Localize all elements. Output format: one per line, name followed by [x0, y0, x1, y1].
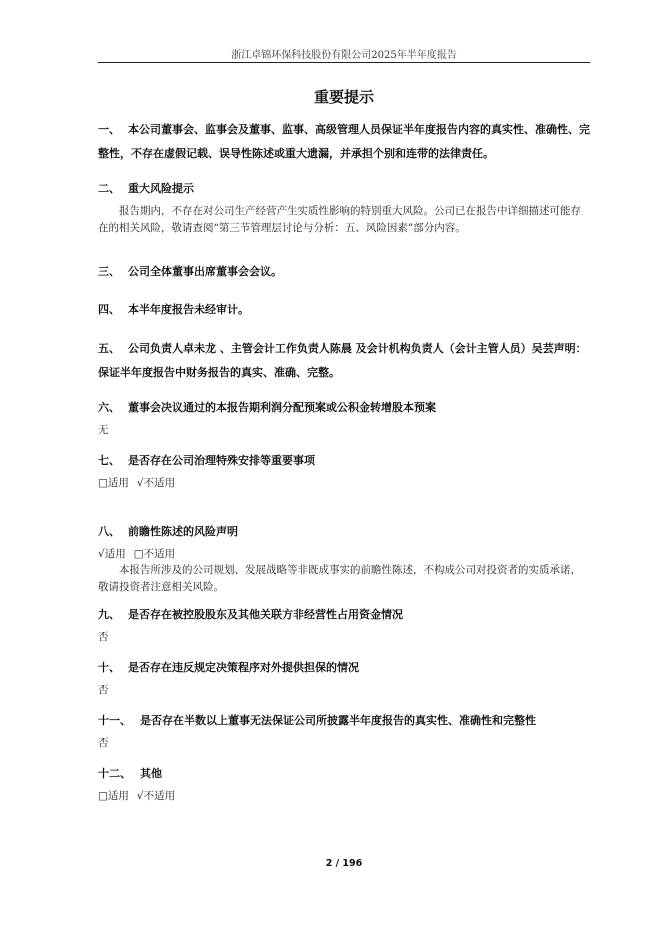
section-2-heading [98, 178, 591, 200]
section-8-number: 八、 [98, 525, 120, 538]
section-6-heading [98, 397, 591, 419]
section-5-text: 公司负责人卓未龙 、主管会计工作负责人陈晨 及会计机构负责人（会计主管人员）吴芸声明：保证半年度报告中财务报告的真实、准确、完整。 [98, 342, 587, 379]
section-7-options [98, 475, 591, 492]
section-6-text: 董事会决议通过的本报告期利润分配预案或公积金转增股本预案 [128, 401, 436, 414]
section-4-number: 四、 [98, 303, 120, 316]
section-4-text: 本半年度报告未经审计。 [128, 303, 249, 316]
header-rule [98, 62, 590, 63]
section-9-number: 九、 [98, 608, 120, 621]
section-7-number: 七、 [98, 454, 120, 467]
section-12-heading [98, 763, 591, 785]
section-9-heading [98, 604, 591, 626]
page-title: 重要提示 [313, 88, 374, 106]
section-5-number: 五、 [98, 342, 120, 355]
section-3-number: 三、 [98, 265, 120, 278]
section-6-number: 六、 [98, 401, 120, 414]
section-8-not-applicable-option: □不适用 [133, 548, 176, 560]
section-9-answer: 否 [98, 631, 109, 643]
section-3-text: 公司全体董事出席董事会会议。 [128, 265, 282, 278]
section-9-text: 是否存在被控股股东及其他关联方非经营性占用资金情况 [128, 608, 403, 621]
section-2-body: 报告期内，不存在对公司生产经营产生实质性影响的特别重大风险。公司已在报告中详细描述可能存在的相关风险，敬请查阅“第三节管理层讨论与分析：五、风险因素”部分内容。 [98, 205, 581, 234]
section-1-text: 本公司董事会、监事会及董事、监事、高级管理人员保证半年度报告内容的真实性、准确性、完整性，不存在虚假记载、误导性陈述或重大遗漏，并承担个别和连带的法律责任。 [98, 123, 590, 160]
section-3 [98, 261, 591, 283]
page-header: 浙江卓锦环保科技股份有限公司2025年半年度报告 [231, 50, 457, 61]
section-8-options [98, 546, 591, 563]
section-11-text: 是否存在半数以上董事无法保证公司所披露半年度报告的真实性、准确性和完整性 [140, 714, 536, 727]
section-12-text: 其他 [140, 767, 162, 780]
section-11-number: 十一、 [98, 714, 131, 727]
section-12-not-applicable-option: √不适用 [136, 790, 176, 802]
section-10-heading [98, 657, 591, 679]
section-7-text: 是否存在公司治理特殊安排等重要事项 [128, 454, 315, 467]
section-2-number: 二、 [98, 182, 120, 195]
section-12-options [98, 788, 591, 805]
section-7-heading [98, 450, 591, 472]
section-11-heading [98, 710, 591, 732]
section-8-applicable-option: √适用 [98, 548, 126, 560]
section-1 [98, 118, 591, 166]
section-12-applicable-option: □适用 [98, 790, 129, 802]
section-10-answer: 否 [98, 684, 109, 696]
section-10-text: 是否存在违反规定决策程序对外提供担保的情况 [128, 661, 359, 674]
page-number: 2 / 196 [325, 858, 363, 869]
section-8-body: 本报告所涉及的公司规划、发展战略等非既成事实的前瞻性陈述，不构成公司对投资者的实质承诺，敬请投资者注意相关风险。 [98, 564, 581, 593]
section-8-text: 前瞻性陈述的风险声明 [128, 525, 238, 538]
section-6-answer: 无 [98, 424, 109, 436]
section-12-number: 十二、 [98, 767, 131, 780]
section-8-heading [98, 521, 591, 543]
section-7-applicable-option: □适用 [98, 477, 129, 489]
section-11-answer: 否 [98, 737, 109, 749]
section-7-not-applicable-option: √不适用 [136, 477, 176, 489]
section-1-number: 一、 [98, 123, 120, 136]
section-5 [98, 337, 591, 385]
section-10-number: 十、 [98, 661, 120, 674]
section-4 [98, 299, 591, 321]
section-2-text: 重大风险提示 [128, 182, 194, 195]
